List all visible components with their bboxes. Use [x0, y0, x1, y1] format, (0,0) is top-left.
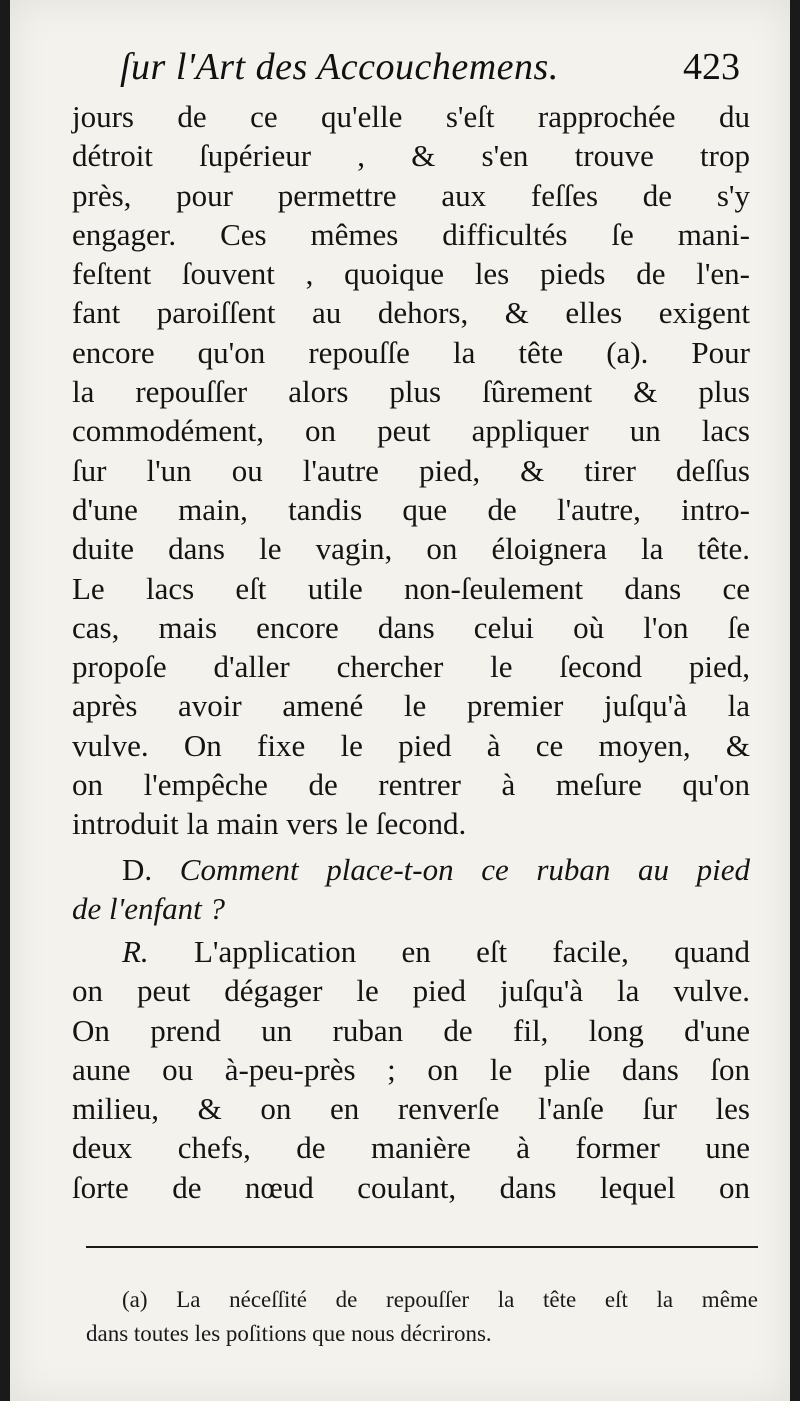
text-line: jours de ce qu'elle s'eſt rapprochée du [72, 99, 750, 134]
footnote-rule [86, 1246, 758, 1248]
text-line: propoſe d'aller chercher le ſecond pied, [72, 649, 750, 685]
text-line: on peut dégager le pied juſqu'à la vulve. [72, 973, 750, 1009]
text-line: On prend un ruban de fil, long d'une [72, 1012, 750, 1048]
text-line: Le lacs eſt utile non-ſeulement dans ce [72, 570, 750, 606]
text-line: on l'empêche de rentrer à meſure qu'on [72, 767, 750, 803]
text-line: fant paroiſſent au dehors, & elles exigent [72, 295, 750, 331]
question-paragraph [72, 850, 750, 929]
footnote-line: dans toutes les poſitions que nous décrirons. [86, 1321, 492, 1346]
question-line [72, 850, 750, 889]
text-line: introduit la main vers le ſecond. [72, 806, 467, 842]
text-line: feſtent ſouvent , quoique les pieds de l'en- [72, 256, 750, 292]
text-line: aune ou à-peu-près ; on le plie dans ſon [72, 1051, 750, 1087]
running-head [120, 42, 740, 92]
text-line: commodément, on peut appliquer un lacs [72, 413, 750, 449]
question-line: de l'enfant ? [72, 891, 225, 927]
page-number: 423 [683, 46, 740, 88]
text-line: deux chefs, de manière à former une [72, 1130, 750, 1166]
main-paragraph [72, 97, 750, 844]
text-line: milieu, & on en renverſe l'anſe ſur les [72, 1091, 750, 1127]
text-line: après avoir amené le premier juſqu'à la [72, 688, 750, 724]
answer-line [72, 932, 750, 971]
text-line: détroit ſupérieur , & s'en trouve trop [72, 138, 750, 174]
footnote [86, 1283, 758, 1351]
answer-label: R. [122, 934, 149, 969]
text-line: duite dans le vagin, on éloignera la tête. [72, 531, 750, 567]
running-title: ſur l'Art des Accouchemens. [120, 46, 559, 88]
question-text: Comment place-t-on ce ruban au pied [179, 852, 751, 887]
text-line: ſorte de nœud coulant, dans lequel on [72, 1169, 750, 1205]
answer-text: L'application en eſt facile, quand [193, 934, 750, 969]
footnote-line: (a) La néceſſité de repouſſer la tête eſt la même [122, 1287, 758, 1312]
text-line: engager. Ces mêmes difficultés ſe mani- [72, 216, 750, 252]
text-line: encore qu'on repouſſe la tête (a). Pour [72, 334, 750, 370]
question-label: D. [122, 852, 153, 887]
text-line: la repouſſer alors plus ſûrement & plus [72, 374, 750, 410]
answer-paragraph [72, 932, 750, 1207]
text-line: cas, mais encore dans celui où l'on ſe [72, 609, 750, 645]
text-line: ſur l'un ou l'autre pied, & tirer deſſus [72, 452, 750, 488]
text-line: près, pour permettre aux feſſes de s'y [72, 177, 750, 213]
text-line: vulve. On fixe le pied à ce moyen, & [72, 727, 750, 763]
book-page [10, 0, 790, 1401]
text-line: d'une main, tandis que de l'autre, intro- [72, 491, 750, 527]
